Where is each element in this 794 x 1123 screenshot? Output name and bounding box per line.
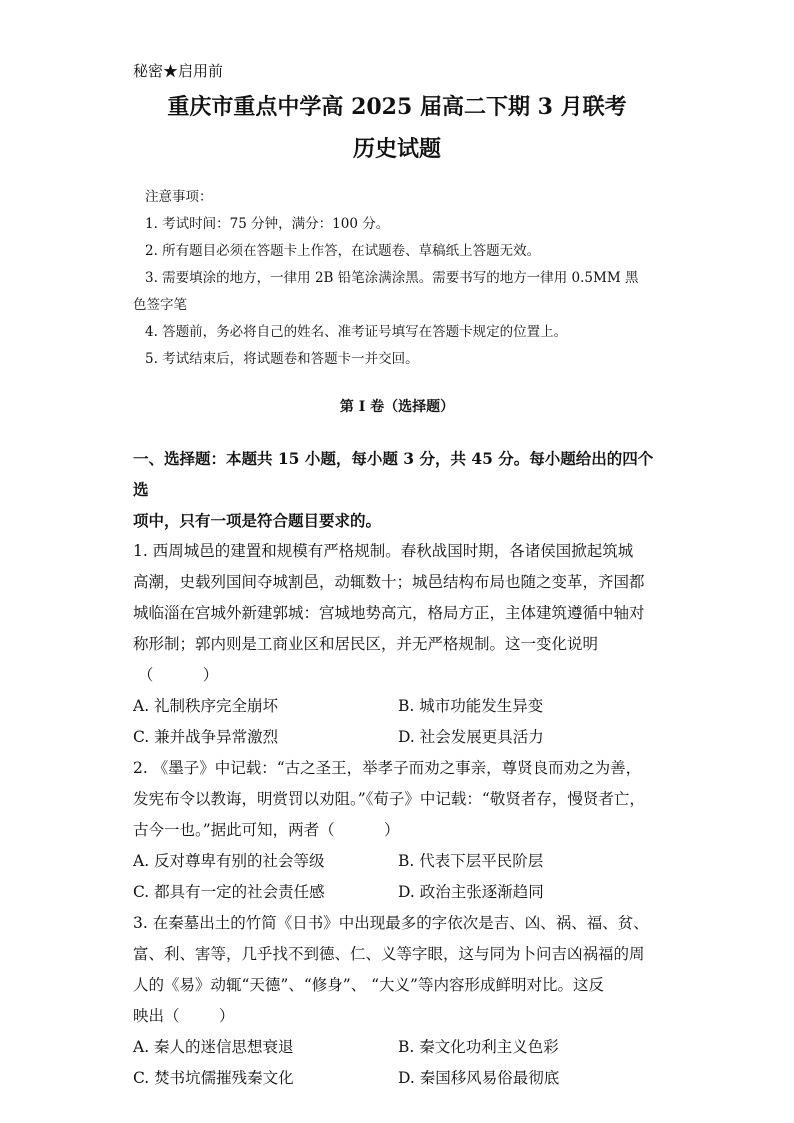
option-d: D. 政治主张逐渐趋同 <box>398 883 544 901</box>
question-2 <box>133 753 663 908</box>
option-d: D. 秦国移风易俗最彻底 <box>398 1069 560 1087</box>
question-line: 人的《易》动辄“天德”、“修身”、 “大义”等内容形成鲜明对比。这反 <box>133 976 604 994</box>
notes-item: 3. 需要填涂的地方，一律用 2B 铅笔涂满涂黑。需要书写的地方一律用 0.5MM 黑 <box>145 270 639 286</box>
option-a: A. 秦人的迷信思想衰退 <box>133 1038 294 1056</box>
question-3 <box>133 908 663 1094</box>
question-line: 发宪布令以教诲，明赏罚以劝阻。”《荀子》中记载：“敬贤者存，慢贤者亡， <box>133 790 645 808</box>
option-c: C. 焚书坑儒摧残秦文化 <box>133 1069 294 1087</box>
option-b: B. 秦文化功利主义色彩 <box>398 1038 559 1056</box>
notes-block <box>133 184 665 373</box>
option-row <box>133 846 663 877</box>
question-1 <box>133 536 663 753</box>
subject-title: 历史试题 <box>352 136 441 162</box>
volume-heading: 第 I 卷（选择题） <box>339 399 455 415</box>
notes-heading: 注意事项： <box>145 189 213 205</box>
option-b: B. 城市功能发生异变 <box>398 697 544 715</box>
option-c: C. 兼并战争异常激烈 <box>133 728 279 746</box>
option-row <box>133 722 663 753</box>
option-row <box>133 1032 663 1063</box>
notes-item: 5. 考试结束后，将试题卷和答题卡一并交回。 <box>145 351 419 367</box>
option-a: A. 礼制秩序完全崩坏 <box>133 697 279 715</box>
option-b: B. 代表下层平民阶层 <box>398 852 544 870</box>
answer-blank: （ ） <box>133 666 219 684</box>
notes-item: 4. 答题前，务必将自己的姓名、准考证号填写在答题卡规定的位置上。 <box>145 324 568 340</box>
question-body <box>133 443 663 1094</box>
question-line: 富、利、害等，几乎找不到德、仁、义等字眼，这与同为卜问吉凶祸福的周 <box>133 945 645 963</box>
question-line: 古今一也。”据此可知，两者（ ） <box>133 821 400 839</box>
secret-label: 秘密★启用前 <box>133 62 224 80</box>
section-heading: 一、选择题：本题共 15 小题，每小题 3 分，共 45 分。每小题给出的四个选 <box>133 449 654 499</box>
option-row <box>133 877 663 908</box>
notes-item-continuation: 色签字笔 <box>133 297 187 313</box>
option-c: C. 都具有一定的社会责任感 <box>133 883 325 901</box>
option-row <box>133 1063 663 1094</box>
question-line: 高潮，史载列国间夺城割邑，动辄数十；城邑结构布局也随之变革，齐国都 <box>133 573 645 591</box>
question-line: 1. 西周城邑的建置和规模有严格规制。春秋战国时期，各诸侯国掀起筑城 <box>133 542 634 560</box>
notes-item: 1. 考试时间：75 分钟，满分：100 分。 <box>145 216 390 232</box>
question-line: 称形制；郭内则是工商业区和居民区，并无严格规制。这一变化说明 <box>133 635 599 653</box>
section-heading-continued: 项中，只有一项是符合题目要求的。 <box>133 511 382 530</box>
option-row <box>133 691 663 722</box>
option-a: A. 反对尊卑有别的社会等级 <box>133 852 325 870</box>
question-line: 3. 在秦墓出土的竹简《日书》中出现最多的字依次是吉、凶、祸、福、贫、 <box>133 914 649 932</box>
question-line: 城临淄在宫城外新建郭城：宫城地势高亢，格局方正，主体建筑遵循中轴对 <box>133 604 645 622</box>
question-line: 2. 《墨子》中记载：“古之圣王，举孝子而劝之事亲，尊贤良而劝之为善， <box>133 759 642 777</box>
notes-item: 2. 所有题目必须在答题卡上作答，在试题卷、草稿纸上答题无效。 <box>145 243 541 259</box>
question-line: 映出（ ） <box>133 1007 235 1025</box>
option-d: D. 社会发展更具活力 <box>398 728 544 746</box>
exam-title: 重庆市重点中学高 2025 届高二下期 3 月联考 <box>167 94 627 120</box>
